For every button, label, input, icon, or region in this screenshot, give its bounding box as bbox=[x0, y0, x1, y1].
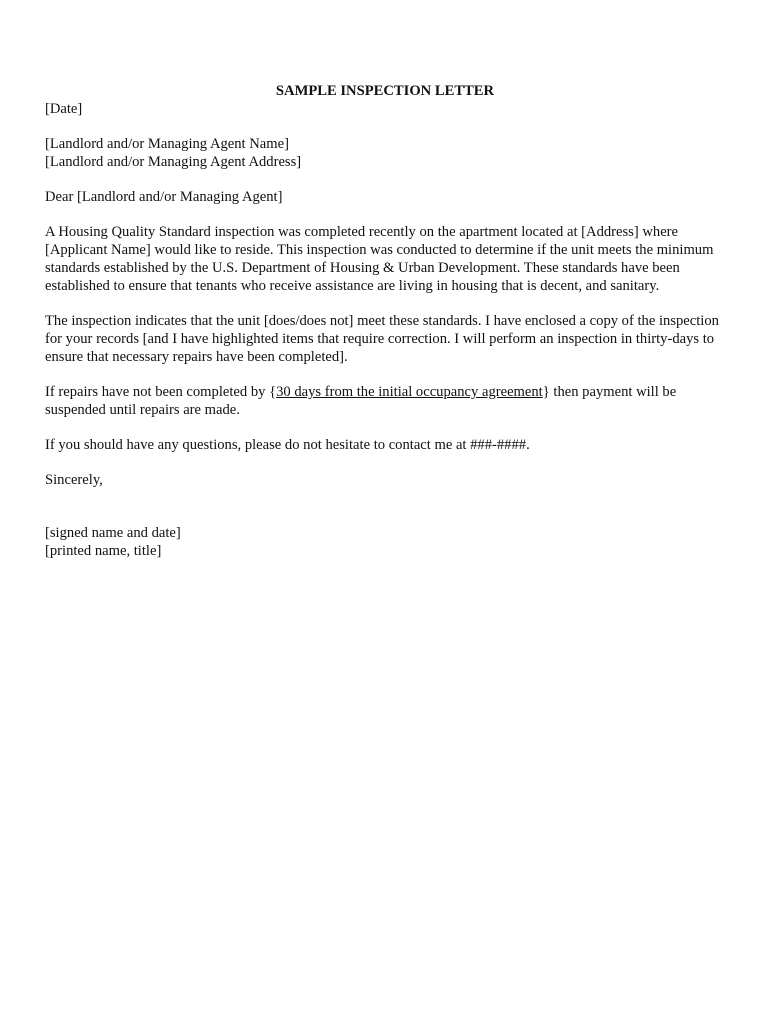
letter-page bbox=[45, 82, 725, 560]
signature-space bbox=[45, 489, 725, 524]
spacer bbox=[45, 118, 725, 135]
body-paragraph-4: If you should have any questions, please do not hesitate to contact me at ###-####. bbox=[45, 437, 530, 453]
body-paragraph-1: A Housing Quality Standard inspection was completed recently on the apartment located at [Address] where [Applicant Name] would like to reside. This inspection was conducted to determine if the unit meets the minimum standards established by the U.S. Department of Housing & Urban Development. These standards have been established to ensure that tenants who receive assistance are living in housing that is decent, and sanitary. bbox=[45, 224, 714, 294]
date-line: [Date] bbox=[45, 101, 83, 117]
body-paragraph-3 bbox=[45, 383, 725, 419]
spacer bbox=[45, 366, 725, 383]
paragraph-3-tail: } then payment will be suspended until repairs are made. bbox=[45, 384, 677, 418]
spacer bbox=[45, 206, 725, 223]
spacer bbox=[45, 295, 725, 312]
spacer bbox=[45, 419, 725, 436]
body-paragraph-2: The inspection indicates that the unit [does/does not] meet these standards. I have enclosed a copy of the inspection for your records [and I have highlighted items that require correction. I will perform an inspection in thirty-days to ensure that necessary repairs have been completed]. bbox=[45, 313, 719, 365]
letter-title: SAMPLE INSPECTION LETTER bbox=[275, 83, 495, 99]
salutation: Dear [Landlord and/or Managing Agent] bbox=[45, 189, 283, 205]
deadline-underlined: 30 days from the initial occupancy agreement bbox=[276, 384, 543, 400]
signature-line: [signed name and date] bbox=[45, 525, 181, 541]
paragraph-3-lead: If repairs have not been completed by { bbox=[45, 384, 277, 400]
spacer bbox=[45, 171, 725, 188]
recipient-address: [Landlord and/or Managing Agent Address] bbox=[45, 154, 302, 170]
spacer bbox=[45, 454, 725, 471]
printed-name-line: [printed name, title] bbox=[45, 543, 162, 559]
recipient-name: [Landlord and/or Managing Agent Name] bbox=[45, 136, 289, 152]
closing: Sincerely, bbox=[45, 472, 103, 488]
